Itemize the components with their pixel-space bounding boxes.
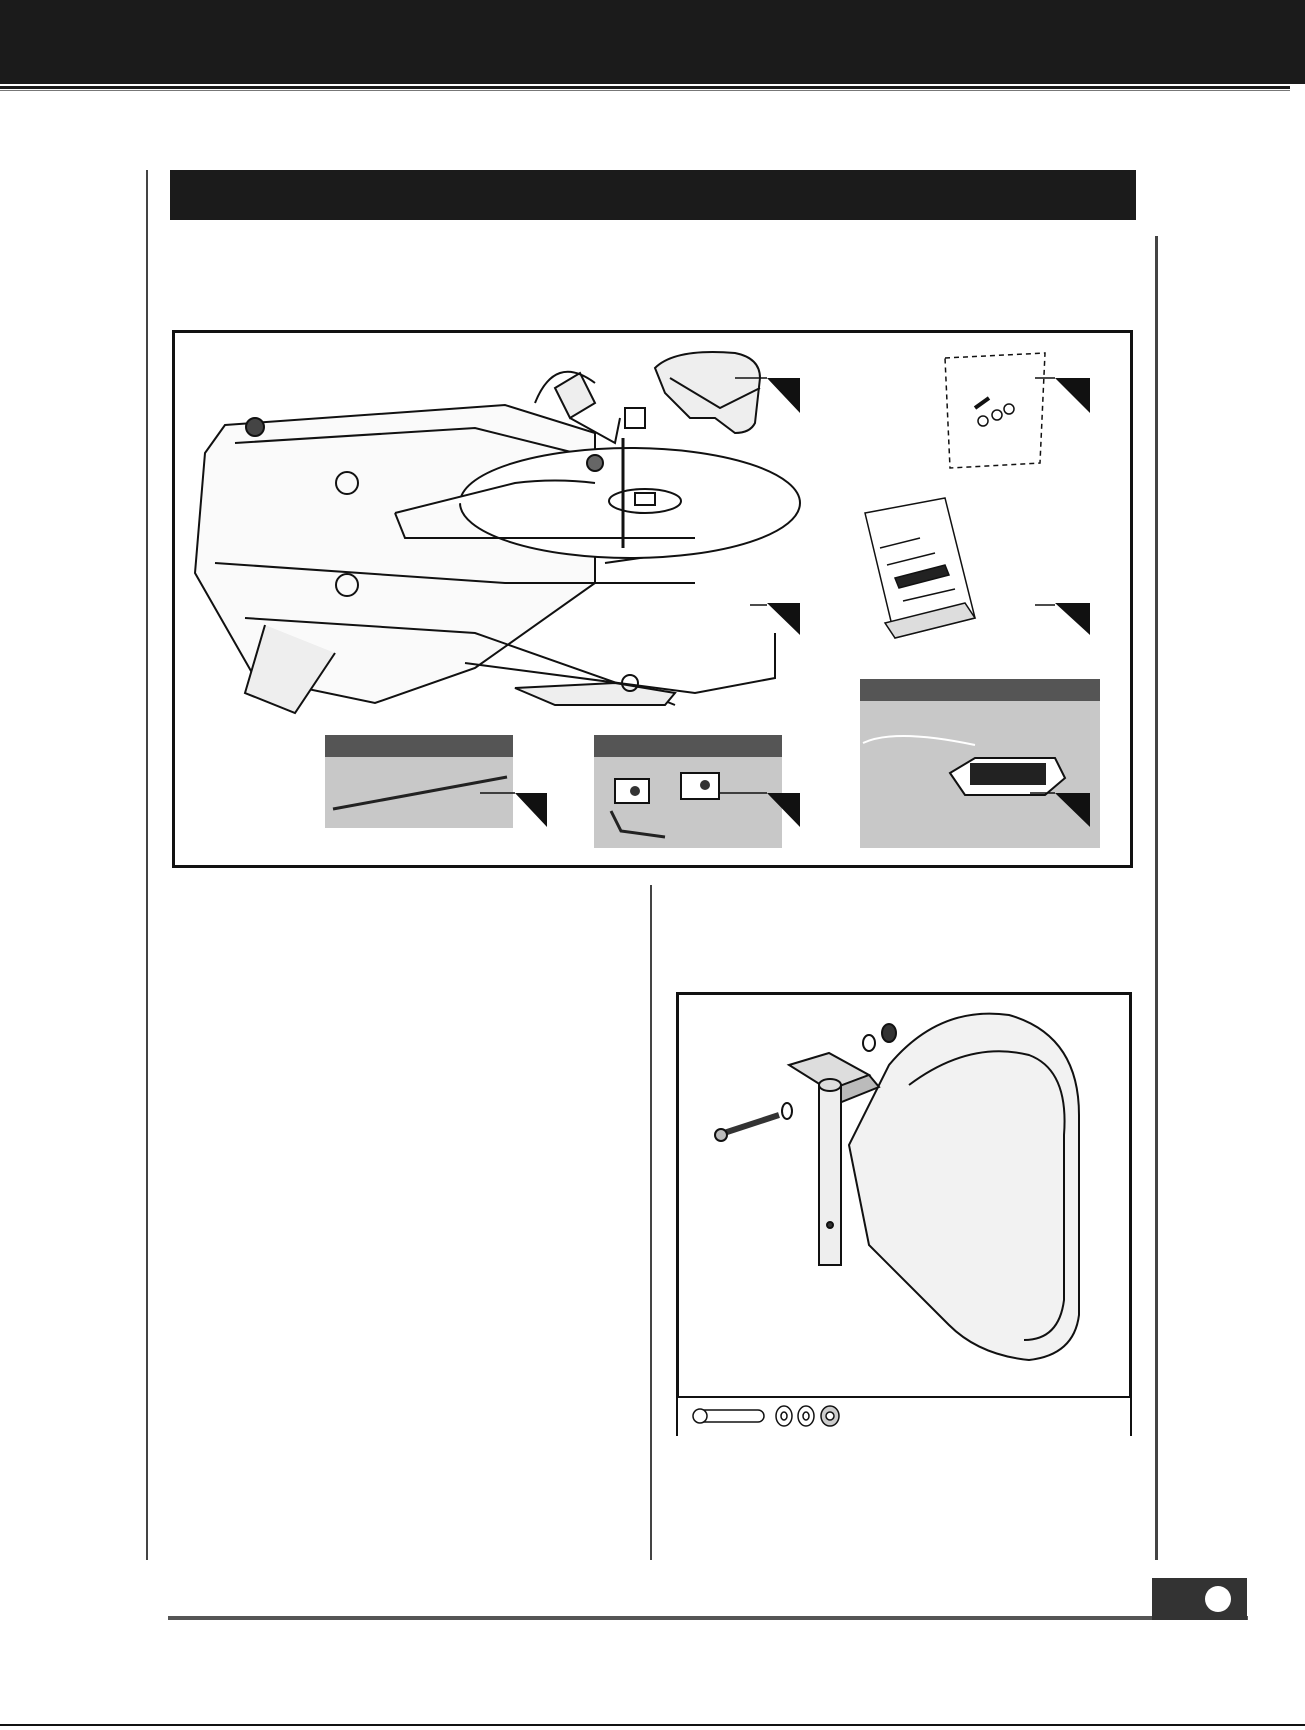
- page-bottom-edge: [0, 1724, 1305, 1726]
- blade-panel-heading: [325, 735, 513, 757]
- section-heading: [170, 170, 1136, 220]
- page-number: [1205, 1586, 1231, 1612]
- header-rule-shadow: [0, 90, 1290, 91]
- header-rule: [0, 86, 1290, 89]
- page-number-tab: [1152, 1578, 1247, 1620]
- parts-illustration: [175, 333, 1130, 865]
- manual-drawing: [865, 498, 975, 638]
- column-divider: [650, 885, 652, 1560]
- blade-guard-drawing: [655, 352, 760, 433]
- hardware-parts-icons: [678, 1398, 1128, 1434]
- scroll-saw-drawing: [195, 372, 800, 713]
- footer-rule: [168, 1616, 1248, 1620]
- pedal-panel-heading: [860, 679, 1100, 701]
- blade-guard-assembly-figure: [676, 992, 1132, 1436]
- left-margin-rule: [146, 170, 148, 1560]
- header-bar: [0, 0, 1305, 84]
- pedal-panel: [860, 679, 1100, 848]
- clamps-panel-heading: [594, 735, 782, 757]
- blade-guard-assembly-illustration: [679, 995, 1129, 1395]
- parts-figure: [172, 330, 1133, 868]
- hardware-parts-strip: [678, 1396, 1130, 1436]
- hardware-items-drawing: [975, 398, 1014, 426]
- right-margin-rule: [1155, 236, 1158, 1560]
